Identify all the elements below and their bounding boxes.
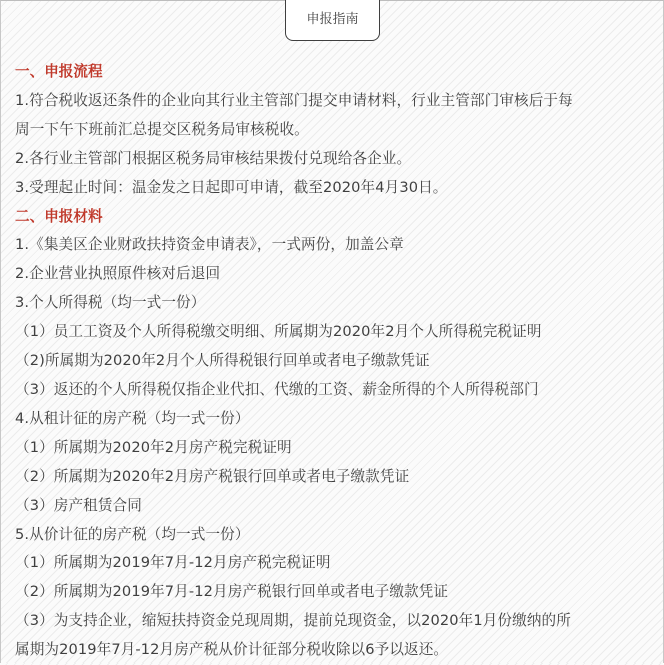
materials-line: （3）返还的个人所得税仅指企业代扣、代缴的工资、薪金所得的个人所得税部门 <box>15 380 539 398</box>
materials-line: 3.个人所得税（均一式一份） <box>15 294 206 312</box>
process-line: 2.各行业主管部门根据区税务局审核结果拨付兑现给各企业。 <box>15 149 412 167</box>
materials-line: 1.《集美区企业财政扶持资金申请表》，一式两份，加盖公章 <box>15 236 404 254</box>
materials-line: （3）房产租赁合同 <box>15 496 142 514</box>
materials-line: 属期为2019年7月-12月房产税从价计征部分税收除以6予以返还。 <box>15 641 449 659</box>
materials-line: （2）所属期为2019年7月-12月房产税银行回单或者电子缴款凭证 <box>15 583 449 601</box>
guide-content <box>15 58 655 665</box>
materials-line: 4.从租计征的房产税（均一式一份） <box>15 409 250 427</box>
section-heading-materials: 二、申报材料 <box>15 207 103 225</box>
section-heading-process: 一、申报流程 <box>15 63 103 80</box>
materials-line: 2.企业营业执照原件核对后退回 <box>15 265 221 283</box>
materials-line: （2)所属期为2020年2月个人所得税银行回单或者电子缴款凭证 <box>15 352 430 370</box>
materials-line: （1）员工工资及个人所得税缴交明细、所属期为2020年2月个人所得税完税证明 <box>15 323 542 341</box>
materials-line: （3）为支持企业，缩短扶持资金兑现周期，提前兑现资金，以2020年1月份缴纳的所 <box>15 612 571 630</box>
materials-line: （1）所属期为2019年7月-12月房产税完税证明 <box>15 554 331 572</box>
materials-line: （2）所属期为2020年2月房产税银行回单或者电子缴款凭证 <box>15 467 410 485</box>
process-line: 周一下午下班前汇总提交区税务局审核税收。 <box>15 120 309 138</box>
materials-line: （1）所属期为2020年2月房产税完税证明 <box>15 438 292 456</box>
materials-line: 5.从价计征的房产税（均一式一份） <box>15 525 250 543</box>
process-line: 1.符合税收返还条件的企业向其行业主管部门提交申请材料，行业主管部门审核后于每 <box>15 91 573 109</box>
guide-tab[interactable]: 申报指南 <box>285 0 380 41</box>
process-line: 3.受理起止时间：温金发之日起即可申请，截至2020年4月30日。 <box>15 178 448 196</box>
